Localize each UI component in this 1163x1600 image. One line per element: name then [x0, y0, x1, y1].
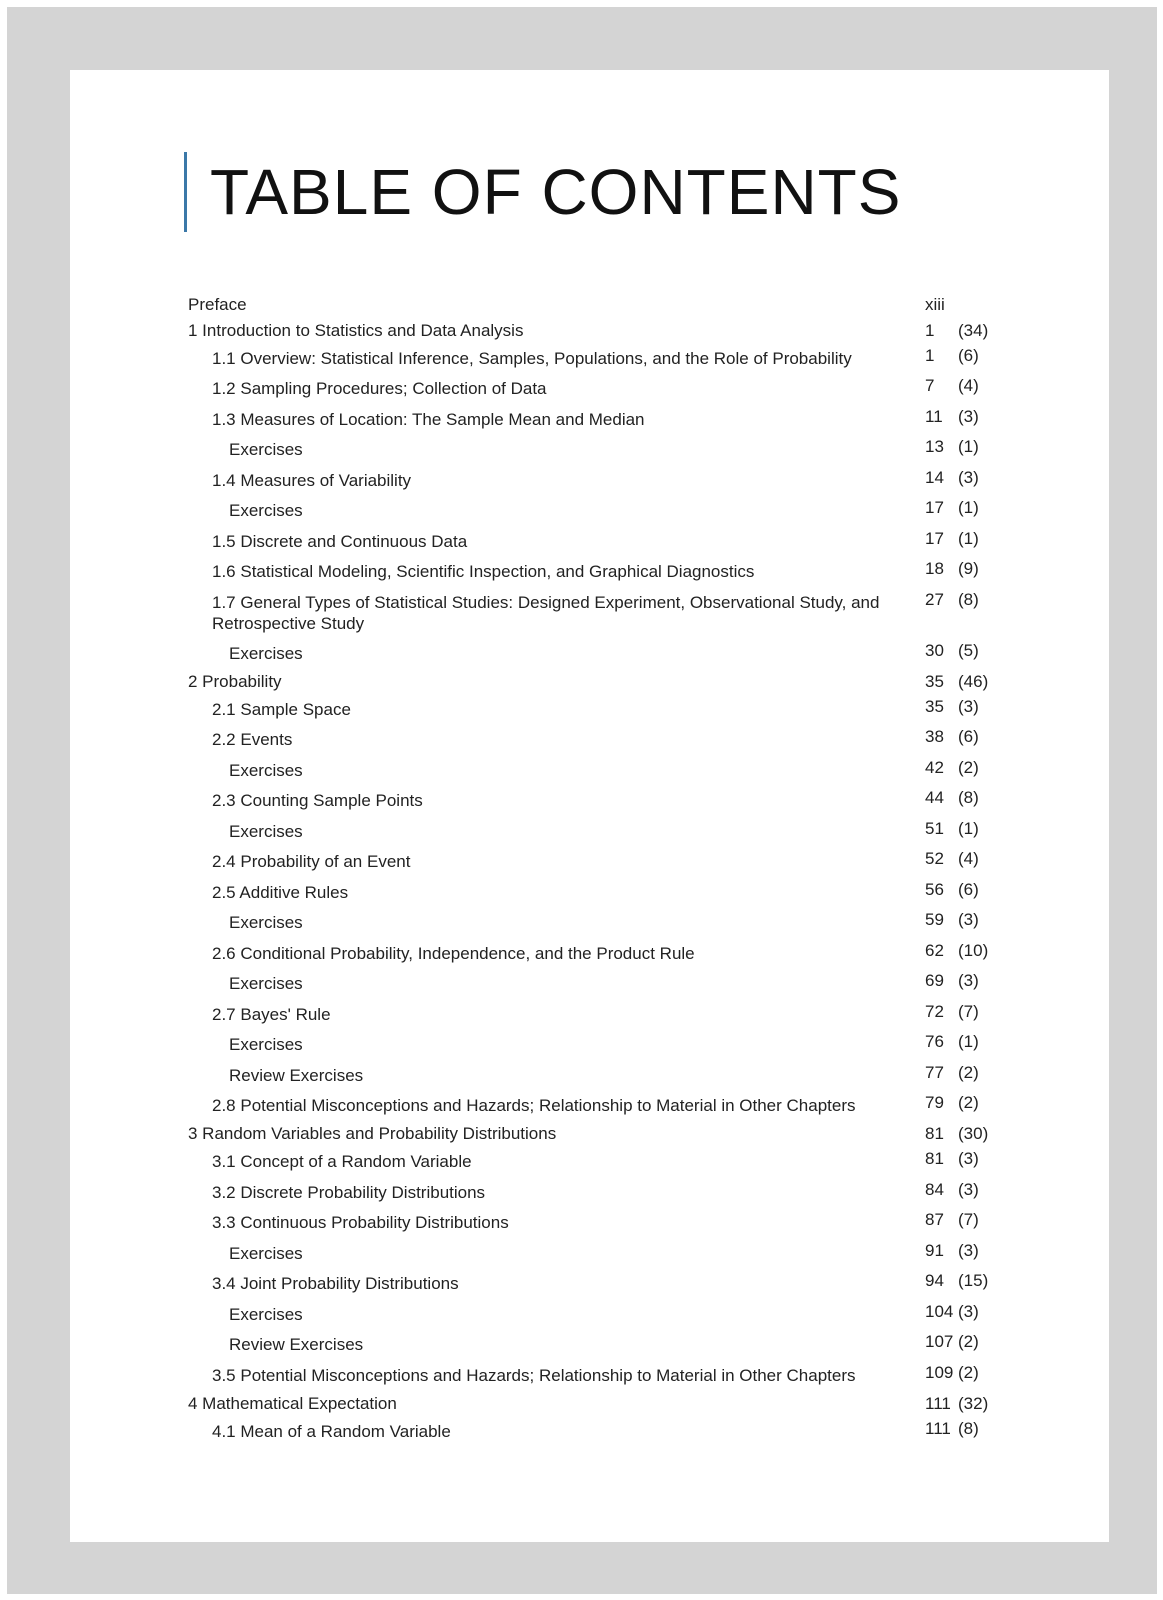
toc-entry-page-count: (7) [958, 1002, 979, 1021]
toc-entry-title: 1.4 Measures of Variability [212, 471, 412, 490]
toc-entry-title: 2.5 Additive Rules [212, 883, 349, 902]
toc-entry-page-count: (6) [958, 727, 979, 746]
toc-entry-title: 4.1 Mean of a Random Variable [212, 1422, 451, 1441]
toc-entry-page: 77 [925, 1063, 944, 1082]
toc-entry-page: 76 [925, 1032, 944, 1051]
toc-entry-page-count: (6) [958, 880, 979, 899]
toc-entry-page-count: (3) [958, 1180, 979, 1199]
toc-entry-page-count: (9) [958, 559, 979, 578]
toc-entry-page-count: (6) [958, 346, 979, 365]
toc-entry-page: 51 [925, 819, 944, 838]
toc-entry-page-count: (8) [958, 1419, 979, 1438]
toc-entry-page: 111 [925, 1419, 951, 1438]
toc-entry-title: Exercises [229, 501, 303, 520]
toc-entry-title: 3.4 Joint Probability Distributions [212, 1274, 459, 1293]
toc-entry-page-count: (3) [958, 971, 979, 990]
toc-entry-title: 1.1 Overview: Statistical Inference, Samples, Populations, and the Role of Probability [212, 349, 852, 368]
toc-entry-title: Exercises [229, 761, 303, 780]
toc-entry-page-count: (1) [958, 437, 979, 456]
toc-entry-page-count: (30) [958, 1124, 989, 1143]
toc-entry-title: 3.3 Continuous Probability Distributions [212, 1213, 509, 1232]
toc-entry-page-count: (3) [958, 910, 979, 929]
toc-entry-page-count: (1) [958, 529, 979, 548]
toc-entry-page-count: (2) [958, 1363, 979, 1382]
toc-entry-page: 59 [925, 910, 944, 929]
toc-entry-page: xiii [925, 295, 945, 314]
toc-entry-page: 72 [925, 1002, 944, 1021]
toc-entry-page: 56 [925, 880, 944, 899]
toc-entry-page-count: (1) [958, 498, 979, 517]
toc-entry-title: 2 Probability [188, 672, 282, 691]
page-title: TABLE OF CONTENTS [210, 156, 902, 228]
document-page [70, 70, 1109, 1542]
toc-entry-page: 17 [925, 529, 944, 548]
toc-entry-page-count: (2) [958, 758, 979, 777]
toc-entry-title: Preface [188, 295, 247, 314]
toc-entry-page: 81 [925, 1149, 944, 1168]
toc-entry-title: 2.2 Events [212, 730, 293, 749]
toc-entry-page: 35 [925, 697, 944, 716]
toc-entry-page-count: (15) [958, 1271, 989, 1290]
toc-entry-page: 35 [925, 672, 944, 691]
toc-entry-page-count: (10) [958, 941, 989, 960]
toc-entry-page: 13 [925, 437, 944, 456]
toc-entry-page: 44 [925, 788, 944, 807]
toc-entry-title: 1.5 Discrete and Continuous Data [212, 532, 468, 551]
toc-entry-page: 7 [925, 376, 935, 395]
toc-entry-title: Exercises [229, 440, 303, 459]
toc-entry-title: 4 Mathematical Expectation [188, 1394, 397, 1413]
toc-entry-page-count: (8) [958, 788, 979, 807]
toc-entry-title: 1.2 Sampling Procedures; Collection of Data [212, 379, 547, 398]
toc-entry-page: 104 [925, 1302, 954, 1321]
toc-entry-title: Exercises [229, 1244, 303, 1263]
toc-entry-title: 2.1 Sample Space [212, 700, 351, 719]
toc-entry-title: 1.7 General Types of Statistical Studies: Designed Experiment, Observational Study, and Retrospective Study [212, 593, 880, 633]
toc-entry-title: 3.5 Potential Misconceptions and Hazards; Relationship to Material in Other Chapters [212, 1366, 856, 1385]
toc-entry-title: 1.6 Statistical Modeling, Scientific Inspection, and Graphical Diagnostics [212, 562, 755, 581]
toc-entry-page: 87 [925, 1210, 944, 1229]
toc-entry-title: 3.1 Concept of a Random Variable [212, 1152, 472, 1171]
toc-entry-page: 81 [925, 1124, 944, 1143]
toc-entry-page-count: (3) [958, 1241, 979, 1260]
toc-entry-page-count: (3) [958, 468, 979, 487]
toc-entry-page: 30 [925, 641, 944, 660]
toc-entry-title: 3 Random Variables and Probability Distributions [188, 1124, 557, 1143]
toc-entry-page-count: (3) [958, 1302, 979, 1321]
toc-list [70, 70, 1109, 1542]
toc-entry-title: 2.6 Conditional Probability, Independence, and the Product Rule [212, 944, 695, 963]
toc-entry-title: 2.7 Bayes' Rule [212, 1005, 331, 1024]
toc-entry-title: Review Exercises [229, 1066, 364, 1085]
toc-entry-page-count: (2) [958, 1093, 979, 1112]
toc-entry-page-count: (4) [958, 376, 979, 395]
toc-entry-page-count: (3) [958, 407, 979, 426]
toc-entry-page-count: (3) [958, 1149, 979, 1168]
toc-entry-title: Exercises [229, 1035, 303, 1054]
toc-entry-page: 107 [925, 1332, 954, 1351]
toc-entry-page: 42 [925, 758, 944, 777]
toc-entry-page-count: (1) [958, 819, 979, 838]
toc-entry-title: 1 Introduction to Statistics and Data Analysis [188, 321, 524, 340]
toc-entry-page-count: (3) [958, 697, 979, 716]
toc-entry-page: 27 [925, 590, 944, 609]
toc-entry-page: 69 [925, 971, 944, 990]
toc-entry-page: 11 [925, 407, 943, 426]
toc-entry-page-count: (46) [958, 672, 989, 691]
toc-entry-title: Exercises [229, 644, 303, 663]
toc-entry-page-count: (5) [958, 641, 979, 660]
toc-entry-page-count: (32) [958, 1394, 989, 1413]
toc-entry-page-count: (2) [958, 1063, 979, 1082]
toc-entry-title: 3.2 Discrete Probability Distributions [212, 1183, 486, 1202]
toc-entry-page: 79 [925, 1093, 944, 1112]
toc-entry-title: Exercises [229, 913, 303, 932]
toc-entry-page: 1 [925, 346, 935, 365]
toc-entry-page-count: (7) [958, 1210, 979, 1229]
page-border [7, 7, 1157, 1594]
toc-entry-page: 14 [925, 468, 944, 487]
toc-entry-title: Review Exercises [229, 1335, 364, 1354]
toc-entry-page: 94 [925, 1271, 944, 1290]
toc-entry-page: 17 [925, 498, 944, 517]
toc-entry-page: 38 [925, 727, 944, 746]
toc-entry-page: 111 [925, 1394, 951, 1413]
toc-entry-page: 62 [925, 941, 944, 960]
toc-entry-page-count: (1) [958, 1032, 979, 1051]
toc-entry-page: 109 [925, 1363, 954, 1382]
toc-entry-title: Exercises [229, 1305, 303, 1324]
toc-entry-page: 84 [925, 1180, 944, 1199]
toc-entry-title: 1.3 Measures of Location: The Sample Mean and Median [212, 410, 645, 429]
toc-entry-page-count: (34) [958, 321, 989, 340]
toc-entry-title: 2.8 Potential Misconceptions and Hazards; Relationship to Material in Other Chapters [212, 1096, 856, 1115]
toc-entry-title: 2.4 Probability of an Event [212, 852, 411, 871]
toc-entry-page-count: (4) [958, 849, 979, 868]
toc-entry-page: 18 [925, 559, 944, 578]
toc-entry-title: 2.3 Counting Sample Points [212, 791, 423, 810]
toc-entry-page: 91 [925, 1241, 944, 1260]
toc-entry-page: 1 [925, 321, 935, 340]
toc-entry-title: Exercises [229, 974, 303, 993]
toc-entry-page-count: (8) [958, 590, 979, 609]
toc-entry-page-count: (2) [958, 1332, 979, 1351]
toc-entry-title: Exercises [229, 822, 303, 841]
toc-entry-page: 52 [925, 849, 944, 868]
